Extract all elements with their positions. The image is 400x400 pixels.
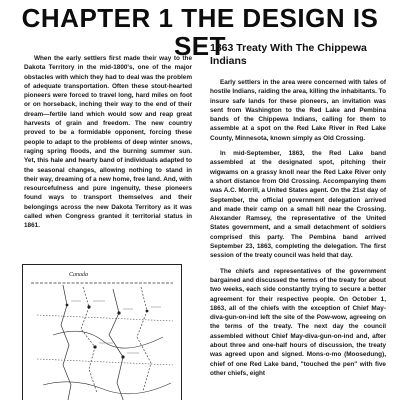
map-town-marker [117, 311, 120, 314]
map-river-line [53, 331, 163, 348]
map-river-line [61, 285, 71, 400]
map-trail-line [37, 359, 173, 365]
right-paragraph: Early settlers in the area were concerned with tales of hostile Indians, raiding the area, killing the inhabitants. To insure safe lands for these pioneers, an invitation was sent from Washington to the Red Lake and Pembina bands of the Chippewa Indians, calling for them to assemble at a spot on the Red Lake River in Red Lake County, Minnesota, known simply as Old Crossing. [210, 79, 387, 142]
map-drawing [23, 265, 183, 400]
map-town-marker [93, 345, 96, 348]
section-heading: 1863 Treaty With The Chippewa Indians [210, 42, 367, 67]
map-label-canada: Canada [69, 272, 89, 278]
map-label-marks [71, 301, 161, 353]
map-town-marker [87, 305, 90, 308]
map-town-marker [146, 310, 149, 313]
right-paragraph: The chiefs and representatives of the government bargained and discussed the terms of the treaty for about two weeks, each side constantly trying to secure a better agreement for their respective people. On October 1, 1863, all of the chiefs with the exception of Chief May-diva-gun-on-ind left the site of the Pow-wow, agreeing on the terms of the treaty. The next day the council assembled without Chief May-diva-gun-on-ind and, after about three and one-half hours of discussion, the treaty was agreed upon and signed. Mons-o-mo (Moosedung), chief of one Red Lake band, "touched the pen" with five other chiefs, eight [210, 267, 386, 377]
right-paragraph: In mid-September, 1863, the Red Lake band assembled at the designated spot, pitching their wigwams on a grassy knoll near the Red Lake River only a short distance from Old Crossing. Accompanying them was A.C. Morrill, a United States agent. On the 21st day of September, the official government delegation arrived and made their camp on a small hill near the Crossing. Alexander Ramsey, the representative of the United States government, and a small detachment of soldiers comprised this party. The Pembina band arrived September 23, 1863, completing the delegation. The first session of the treaty council was held that day. [210, 150, 386, 260]
map-trail-line [137, 287, 151, 391]
map-trail-line [37, 315, 173, 321]
map-river-line [43, 382, 171, 394]
chapter-title: CHAPTER 1 THE DESIGN IS SET [21, 3, 379, 61]
left-paragraph: When the early settlers first made their way to the Dakota Territory in the mid-1800's, one of the major obstacles with which they had to deal was the problem of adequate transportation. Often these stout-hearted pioneers were forced to travel long, hard miles on foot or on horseback, inching their way to the end of their dream—fertile land which would sow and reap great harvests of grain and freedom. The new country proved to be a formidable opponent, forcing these people to adapt to the problems of deep winter snows, raging spring floods, and the burning summer sun. Yet, this hale and hearty band of individuals adapted to the seasonal changes, allowing nothing to stand in their way, dreaming of a new home, free land. And, with resourcefulness and pure ingenuity, these pioneers found ways to transport themselves and their belongings across the new Dakota Territory as it was called when Congress granted it territorial status in 1861. [24, 55, 192, 230]
map-town-marker [121, 355, 124, 358]
map-river-line [109, 289, 125, 400]
map-trail-line [81, 287, 97, 393]
left-column [24, 54, 192, 237]
right-column [210, 78, 386, 384]
territory-map [22, 264, 182, 400]
map-town-marker [66, 304, 69, 307]
